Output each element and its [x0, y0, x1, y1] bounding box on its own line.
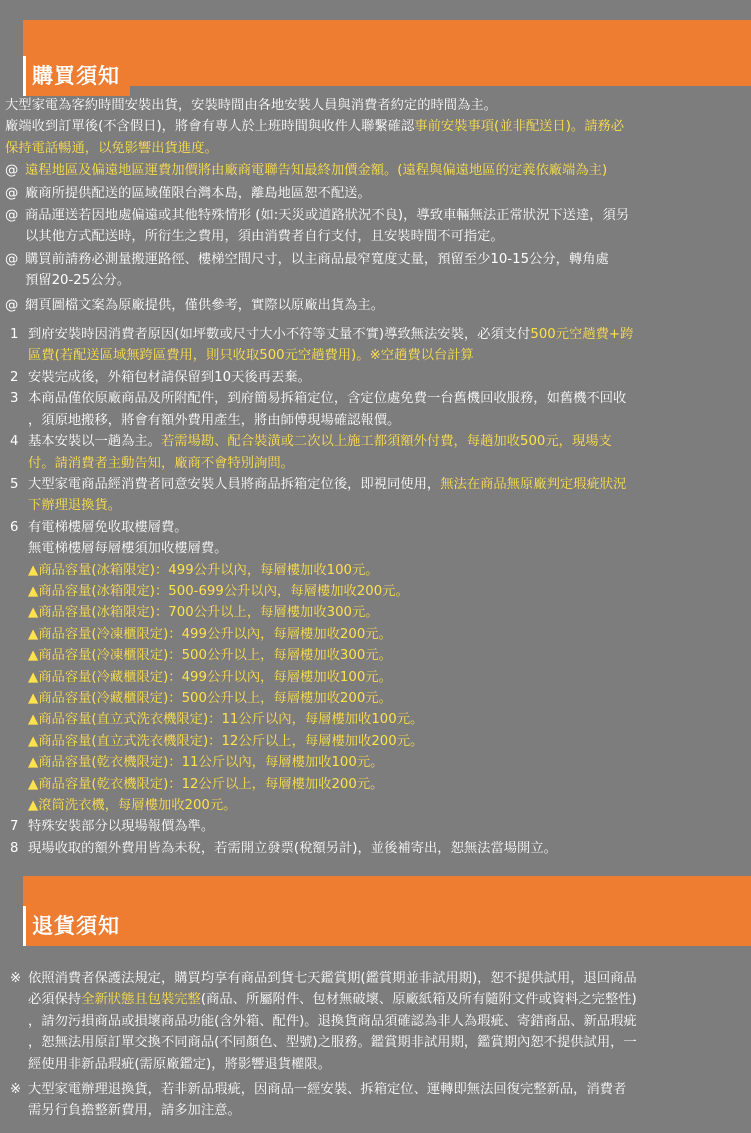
purchase-title: 購買須知 [23, 56, 130, 96]
fee-line: ▲商品容量(直立式洗衣機限定)：11公斤以內，每層樓加收100元。 [28, 712, 424, 728]
fee-line: ▲商品容量(冷凍櫃限定)：500公升以上，每層樓加收300元。 [28, 648, 392, 664]
purchase-banner [23, 20, 751, 86]
returns-section [5, 968, 745, 1122]
list-item: 6 有電梯樓層免收取樓層費。 無電梯樓層每層樓須加收樓層費。 ▲商品容量(冰箱限定)：499公升以內，每層樓加收100元。 ▲商品容量(冰箱限定)：500-699公升以內，每層樓加收200元。 ▲商品容量(冰箱限定)：700公升以上，每層樓加收300元。 ▲商品容量(冷凍櫃限定)：499公升以內，每層樓加收200元。 ▲商品容量(冷凍櫃限定)：500公升以上，每層樓加收300元。 ▲商品容量(冷藏櫃限定)：499公升以內，每層樓加收100元。 ▲商品容量(冷藏櫃限定)：500公升以上，每層樓加收200元。 ▲商品容量(直立式洗衣機限定)：11公斤以內，每層樓加收100元。 ▲商品容量(直立式洗衣機限定)：12公斤以上，每層樓加收200元。 ▲商品容量(乾衣機限定)：11公斤以內，每層樓加收100元。 ▲商品容量(乾衣機限定)：12公斤以上，每層樓加收200元。 ▲滾筒洗衣機，每層樓加收200元。 [5, 517, 745, 817]
intro-line: 保持電話暢通，以免影響出貨進度。 [5, 140, 218, 156]
list-item: @ 遠程地區及偏遠地區運費加價將由廠商電聯告知最終加價金額。(遠程與偏遠地區的定義依廠端為主) [5, 163, 608, 179]
fee-line: ▲滾筒洗衣機，每層樓加收200元。 [28, 798, 237, 813]
fee-line: ▲商品容量(冰箱限定)：500-699公升以內，每層樓加收200元。 [28, 583, 409, 599]
list-item: 4 基本安裝以一趟為主。若需場勘、配合裝潢或二次以上施工都須額外付費，每趟加收500元，現場支 付。請消費者主動告知，廠商不會特別詢問。 [10, 434, 612, 471]
fee-line: ▲商品容量(冷藏櫃限定)：499公升以內，每層樓加收100元。 [28, 669, 392, 685]
list-item: 2 安裝完成後，外箱包材請保留到10天後再丟棄。 [10, 369, 311, 385]
list-item: @ 廠商所提供配送的區域僅限台灣本島，離島地區恕不配送。 [5, 185, 371, 201]
fee-line: ▲商品容量(冰箱限定)：499公升以內，每層樓加收100元。 [28, 562, 379, 578]
list-item: ※ 大型家電辦理退換貨，若非新品瑕疵，因商品一經安裝、拆箱定位、運轉即無法回復完整新品，消費者 需另行負擔整新費用，請多加注意。 [10, 1082, 627, 1119]
purchase-section [5, 95, 745, 859]
intro-line: 廠端收到訂單後(不含假日)，將會有專人於上班時間與收件人聯繫確認事前安裝事項(並非配送日)。請務必 [5, 119, 625, 135]
returns-title: 退貨須知 [23, 906, 130, 946]
list-item: 8 現場收取的額外費用皆為未稅，若需開立發票(稅額另計)，並後補寄出，恕無法當場開立。 [10, 840, 557, 856]
fee-line: ▲商品容量(乾衣機限定)：12公斤以上，每層樓加收200元。 [28, 776, 384, 792]
list-item: ※ 依照消費者保護法規定，購買均享有商品到貨七天鑑賞期(鑑賞期並非試用期)，恕不提供試用，退回商品 必須保持全新狀態且包裝完整(商品、所屬附件、包材無破壞、原廠紙箱及所有隨附文件或資料之完整性) ，請勿污損商品或損壞商品功能(含外箱、配件)。退換貨商品須確認為非人為瑕疵、寄錯商品、新品瑕疵 ，恕無法用原訂單交換不同商品(不同顏色、型號)之服務。鑑賞期非試用期，鑑賞期內恕不提供試用，一 經使用非新品瑕疵(需原廠鑑定)，將影響退貨權限。 [10, 971, 637, 1072]
at-list [5, 160, 745, 316]
list-item: @ 購買前請務必測量搬運路徑、樓梯空間尺寸，以主商品最窄寬度丈量，預留至少10-15公分，轉角處 預留20-25公分。 [5, 251, 609, 289]
fee-line: ▲商品容量(冷藏櫃限定)：500公升以上，每層樓加收200元。 [28, 690, 392, 706]
list-item: @ 網頁圖檔文案為原廠提供，僅供參考，實際以原廠出貨為主。 [5, 297, 385, 313]
returns-banner [23, 876, 751, 946]
list-item: 1 到府安裝時因消費者原因(如坪數或尺寸大小不符等丈量不實)導致無法安裝，必須支付500元空趟費+跨 區費(若配送區域無跨區費用，則只收取500元空趟費用)。※空趟費以台計算 [10, 327, 634, 364]
list-item: 5 大型家電商品經消費者同意安裝人員將商品拆箱定位後，即視同使用，無法在商品無原廠判定瑕疵狀況 下辦理退換貨。 [10, 476, 627, 514]
fee-line: ▲商品容量(直立式洗衣機限定)：12公斤以上，每層樓加收200元。 [28, 733, 424, 749]
fee-line: ▲商品容量(乾衣機限定)：11公斤以內，每層樓加收100元。 [28, 755, 384, 771]
fee-line: ▲商品容量(冰箱限定)：700公升以上，每層樓加收300元。 [28, 605, 379, 621]
list-item: 7 特殊安裝部分以現場報價為準。 [10, 819, 215, 835]
fee-line: ▲商品容量(冷凍櫃限定)：499公升以內，每層樓加收200元。 [28, 626, 392, 642]
intro-line: 大型家電為客約時間安裝出貨，安裝時間由各地安裝人員與消費者約定的時間為主。 [5, 98, 497, 113]
list-item: 3 本商品僅依原廠商品及所附配件，到府簡易拆箱定位，含定位處免費一台舊機回收服務，如舊機不回收 ，須原地搬移，將會有額外費用產生，將由師傅現場確認報價。 [10, 391, 627, 428]
list-item: @ 商品運送若因地處偏遠或其他特殊情形 (如:天災或道路狀況不良)，導致車輛無法正常狀況下送達，須另 以其他方式配送時，所衍生之費用，須由消費者自行支付，且安裝時間不可指定。 [5, 208, 630, 245]
numbered-list [5, 324, 745, 859]
